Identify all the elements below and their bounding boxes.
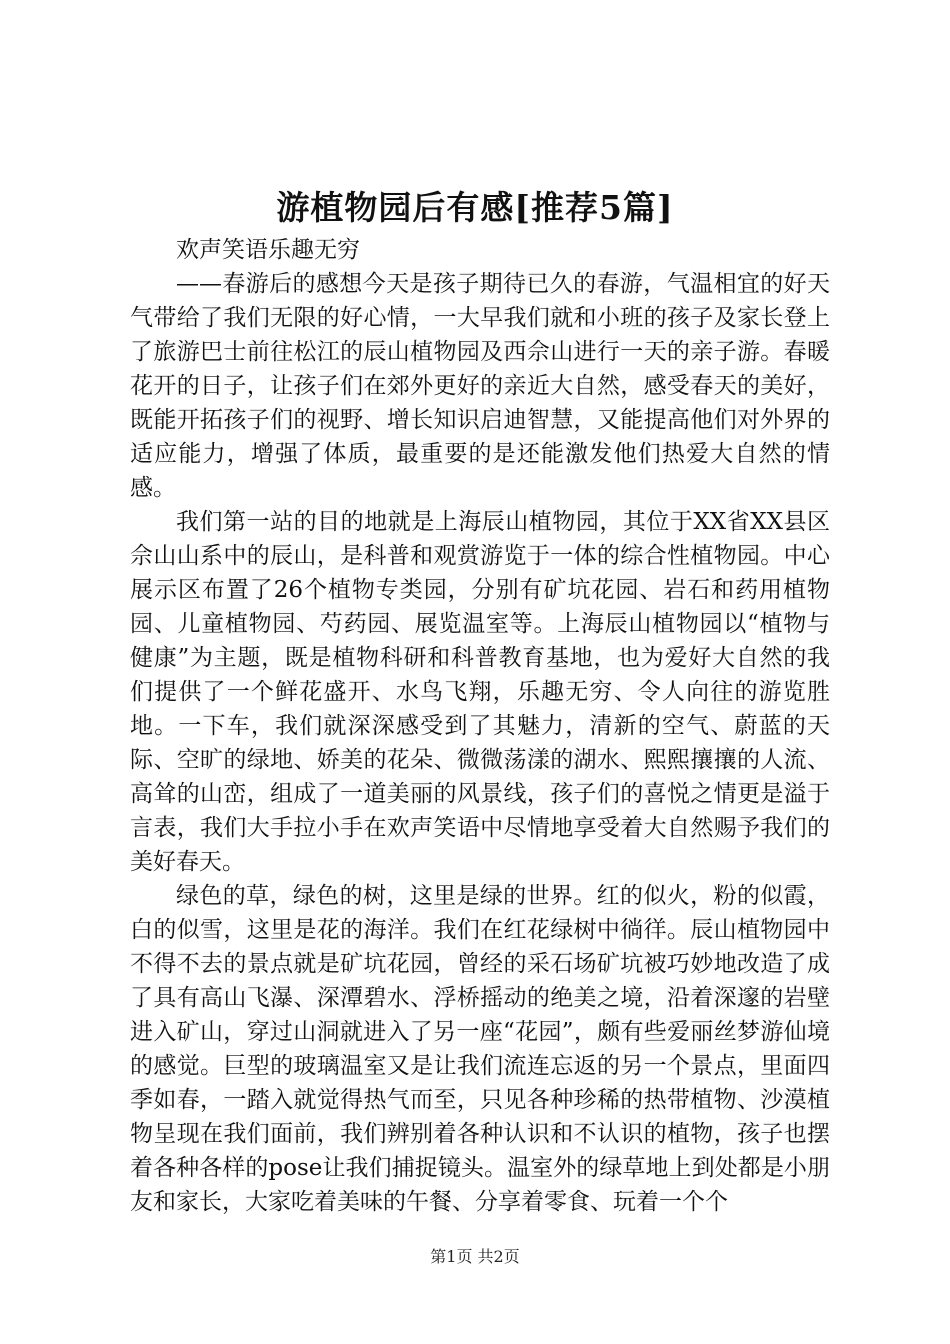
- paragraph-intro: ——春游后的感想今天是孩子期待已久的春游，气温相宜的好天气带给了我们无限的好心情，一大早我们就和小班的孩子及家长登上了旅游巴士前往松江的辰山植物园及西佘山进行一天的亲子游。春暖花开的日子，让孩子们在郊外更好的亲近大自然，感受春天的美好，既能开拓孩子们的视野、增长知识启迪智慧，又能提高他们对外界的适应能力，增强了体质，最重要的是还能激发他们热爱大自然的情感。: [130, 271, 830, 501]
- document-title: 游植物园后有感[推荐5篇]: [276, 188, 674, 227]
- paragraph-green-world: 绿色的草，绿色的树，这里是绿的世界。红的似火，粉的似霞，白的似雪，这里是花的海洋。我们在红花绿树中徜徉。辰山植物园中不得不去的景点就是矿坑花园，曾经的采石场矿坑被巧妙地改造了成了具有高山飞瀑、深潭碧水、浮桥摇动的绝美之境，沿着深邃的岩壁进入矿山，穿过山洞就进入了另一座“花园”，颇有些爱丽丝梦游仙境的感觉。巨型的玻璃温室又是让我们流连忘返的另一个景点，里面四季如春，一踏入就觉得热气而至，只见各种珍稀的热带植物、沙漠植物呈现在我们面前，我们辨别着各种认识和不认识的植物，孩子也摆着各种各样的pose让我们捕捉镜头。温室外的绿草地上到处都是小朋友和家长，大家吃着美味的午餐、分享着零食、玩着一个个: [130, 883, 830, 1215]
- document-body: [130, 233, 830, 1219]
- paragraph-first-stop: 我们第一站的目的地就是上海辰山植物园，其位于XX省XX县区佘山山系中的辰山，是科普和观赏游览于一体的综合性植物园。中心展示区布置了26个植物专类园，分别有矿坑花园、岩石和药用植物园、儿童植物园、芍药园、展览温室等。上海辰山植物园以“植物与健康”为主题，既是植物科研和科普教育基地，也为爱好大自然的我们提供了一个鲜花盛开、水鸟飞翔，乐趣无穷、令人向往的游览胜地。一下车，我们就深深感受到了其魅力，清新的空气、蔚蓝的天际、空旷的绿地、娇美的花朵、微微荡漾的湖水、熙熙攘攘的人流、高耸的山峦，组成了一道美丽的风景线，孩子们的喜悦之情更是溢于言表，我们大手拉小手在欢声笑语中尽情地享受着大自然赐予我们的美好春天。: [130, 509, 830, 875]
- page-footer: 第1页 共2页: [430, 1247, 520, 1266]
- paragraph-subtitle: 欢声笑语乐趣无穷: [176, 237, 360, 263]
